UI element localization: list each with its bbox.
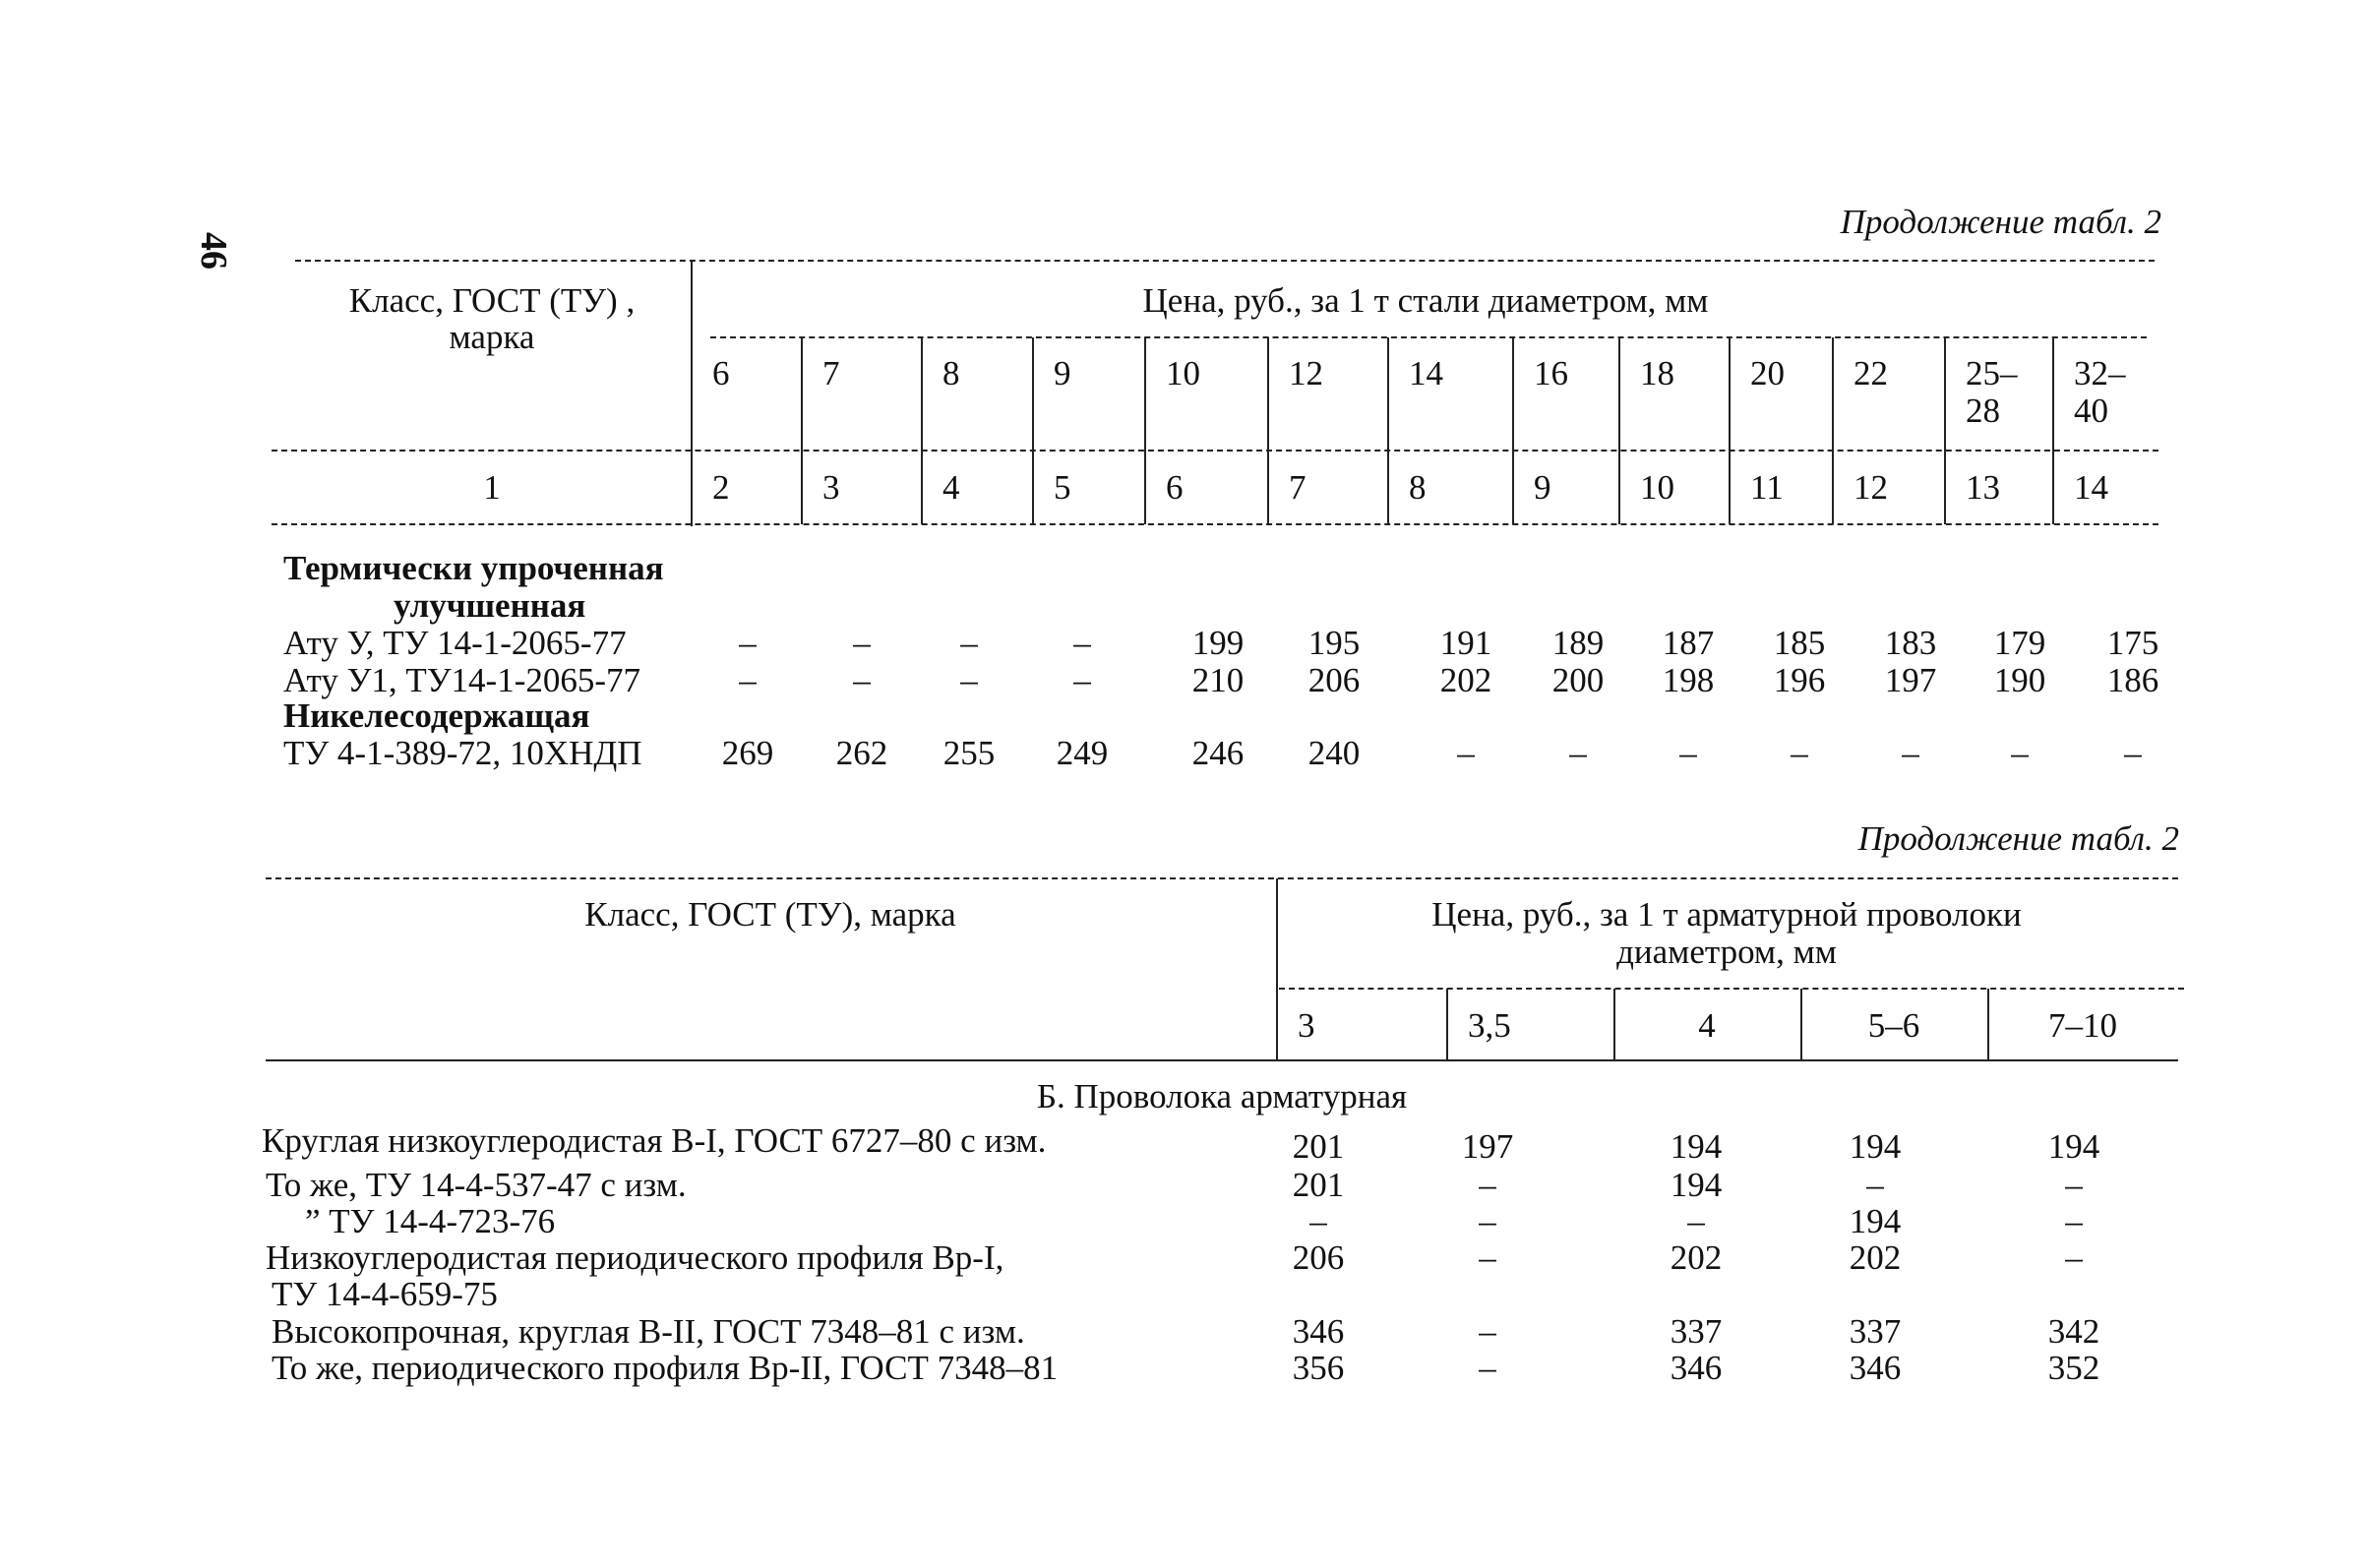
table2-cell: 202 bbox=[1670, 1238, 1723, 1277]
table1-cell: 196 bbox=[1773, 661, 1826, 699]
table2-continuation-label: Продолжение табл. 2 bbox=[1857, 819, 2179, 858]
page-number: 46 bbox=[193, 232, 234, 270]
table1-bottom-rule bbox=[272, 523, 2158, 525]
table1-group1-line2: улучшенная bbox=[394, 586, 586, 625]
table1-column-divider bbox=[801, 337, 803, 524]
table1-header-price: Цена, руб., за 1 т стали диаметром, мм bbox=[1142, 281, 1709, 320]
table1-cell: 197 bbox=[1884, 661, 1937, 699]
table2-cell: 356 bbox=[1292, 1349, 1345, 1387]
table2-column-divider bbox=[1987, 989, 1989, 1061]
table1-diameter: 8 bbox=[942, 354, 960, 392]
table1-cell: 183 bbox=[1884, 624, 1937, 662]
table1-colnum: 11 bbox=[1750, 468, 1784, 507]
table2-cell: – bbox=[1479, 1202, 1496, 1240]
table1-diameter: 9 bbox=[1054, 354, 1071, 392]
table2-cell: – bbox=[1309, 1202, 1327, 1240]
table2-cell: 346 bbox=[1670, 1349, 1723, 1387]
table2-column-divider bbox=[1446, 989, 1448, 1061]
table2-diameter: 7–10 bbox=[2048, 1006, 2117, 1045]
table2-cell: – bbox=[2065, 1202, 2083, 1240]
table1-cell: 179 bbox=[1993, 624, 2046, 662]
table1-diameter: 18 bbox=[1640, 354, 1674, 392]
table2-cell: – bbox=[2065, 1166, 2083, 1204]
table1-column-divider bbox=[1618, 337, 1620, 524]
table1-subheader-rule bbox=[710, 336, 2147, 338]
table1-cell: 187 bbox=[1662, 624, 1715, 662]
table1-row-label: ТУ 4-1-389-72, 10ХНДП bbox=[283, 734, 642, 772]
table1-colnum: 3 bbox=[822, 468, 840, 507]
table1-colnum: 5 bbox=[1054, 468, 1071, 507]
table2-cell: – bbox=[1479, 1349, 1496, 1387]
table1-cell: 198 bbox=[1662, 661, 1715, 699]
table1-column-divider bbox=[921, 337, 923, 524]
table1-cell: 262 bbox=[835, 734, 888, 772]
table1-diameter: 20 bbox=[1750, 354, 1785, 392]
table1-colnum: 1 bbox=[483, 468, 501, 507]
table1-column-divider bbox=[1144, 337, 1146, 524]
table1-diameter: 22 bbox=[1853, 354, 1888, 392]
table1-continuation-label: Продолжение табл. 2 bbox=[1840, 203, 2161, 241]
table1-colnum: 9 bbox=[1534, 468, 1551, 507]
table2-cell: – bbox=[1687, 1202, 1705, 1240]
table1-cell: – bbox=[853, 661, 871, 699]
table2-row-label: То же, ТУ 14-4-537-47 с изм. bbox=[266, 1166, 687, 1204]
table2-top-rule bbox=[266, 877, 2178, 879]
table1-cell: – bbox=[739, 624, 757, 662]
table1-colnum: 14 bbox=[2074, 468, 2108, 507]
table1-cell: – bbox=[1073, 624, 1091, 662]
table2-cell: 194 bbox=[1849, 1202, 1902, 1240]
table1-colnum: 8 bbox=[1409, 468, 1427, 507]
table2-cell: – bbox=[1479, 1166, 1496, 1204]
table1-colnum: 2 bbox=[712, 468, 730, 507]
table2-cell: 342 bbox=[2047, 1312, 2100, 1351]
table1-column-divider bbox=[1387, 337, 1389, 524]
table1-diameter: 7 bbox=[822, 354, 840, 392]
table1-cell: 199 bbox=[1191, 624, 1245, 662]
table1-top-rule bbox=[295, 260, 2155, 262]
table1-cell: – bbox=[2124, 734, 2142, 772]
table1-cell: 202 bbox=[1439, 661, 1492, 699]
table1-cell: 210 bbox=[1191, 661, 1245, 699]
table2-diameter: 3 bbox=[1298, 1006, 1315, 1045]
table2-cell: 202 bbox=[1849, 1238, 1902, 1277]
table2-row-label: Круглая низкоуглеродистая В-I, ГОСТ 6727–80 с изм. bbox=[262, 1121, 1047, 1160]
table2-diameter: 5–6 bbox=[1867, 1006, 1920, 1045]
table1-cell: 200 bbox=[1551, 661, 1605, 699]
table1-cell: – bbox=[1073, 661, 1091, 699]
table1-column-divider bbox=[2052, 337, 2054, 524]
table2-bottom-rule bbox=[266, 1059, 2178, 1061]
table1-colnum: 10 bbox=[1640, 468, 1674, 507]
table2-header-price-line2: диаметром, мм bbox=[1616, 933, 1837, 971]
table2-cell: 194 bbox=[1670, 1127, 1723, 1166]
table1-cell: 269 bbox=[721, 734, 774, 772]
table2-cell: 201 bbox=[1292, 1166, 1345, 1204]
table1-row-label: Ату У, ТУ 14-1-2065-77 bbox=[283, 624, 627, 662]
table2-cell: 352 bbox=[2047, 1349, 2100, 1387]
table1-cell: 190 bbox=[1993, 661, 2046, 699]
table1-cell: – bbox=[1902, 734, 1919, 772]
table2-row-label: ТУ 14-4-659-75 bbox=[272, 1275, 498, 1313]
table1-header-class: Класс, ГОСТ (ТУ) , bbox=[348, 281, 636, 320]
table1-cell: – bbox=[1791, 734, 1808, 772]
table1-cell: 195 bbox=[1307, 624, 1361, 662]
table1-colnum: 13 bbox=[1966, 468, 2000, 507]
table1-diameter: 6 bbox=[712, 354, 730, 392]
table1-cell: 240 bbox=[1307, 734, 1361, 772]
table1-diameter: 10 bbox=[1166, 354, 1200, 392]
table1-cell: 249 bbox=[1056, 734, 1109, 772]
table2-cell: 194 bbox=[1670, 1166, 1723, 1204]
table1-cell: – bbox=[1457, 734, 1475, 772]
table1-cell: 185 bbox=[1773, 624, 1826, 662]
table1-column-divider bbox=[1832, 337, 1834, 524]
table1-diameter: 14 bbox=[1409, 354, 1443, 392]
table2-cell: 194 bbox=[2047, 1127, 2100, 1166]
table2-cell: 337 bbox=[1849, 1312, 1902, 1351]
table1-cell: 189 bbox=[1551, 624, 1605, 662]
table2-subheader-rule bbox=[1279, 988, 2184, 990]
table1-diameter: 12 bbox=[1289, 354, 1323, 392]
table2-cell: – bbox=[1479, 1312, 1496, 1351]
table1-cell: – bbox=[1569, 734, 1587, 772]
table1-diameter-cont: 40 bbox=[2074, 392, 2108, 430]
table1-header-class-line2: марка bbox=[449, 318, 535, 356]
table1-row-label: Ату У1, ТУ14-1-2065-77 bbox=[283, 661, 641, 699]
table1-cell: 186 bbox=[2106, 661, 2159, 699]
table1-column-divider bbox=[1032, 337, 1034, 524]
table2-cell: 194 bbox=[1849, 1127, 1902, 1166]
table1-cell: – bbox=[960, 661, 978, 699]
table1-cell: – bbox=[739, 661, 757, 699]
table1-colnum: 4 bbox=[942, 468, 960, 507]
table1-diameter: 32– bbox=[2074, 354, 2126, 392]
table2-cell: 346 bbox=[1292, 1312, 1345, 1351]
table2-cell: 201 bbox=[1292, 1127, 1345, 1166]
table2-row-label: Высокопрочная, круглая В-II, ГОСТ 7348–81 с изм. bbox=[272, 1312, 1025, 1351]
table2-diameter: 4 bbox=[1698, 1006, 1716, 1045]
table1-cell: – bbox=[2011, 734, 2029, 772]
table1-column-divider bbox=[1944, 337, 1946, 524]
table1-diameter-cont: 28 bbox=[1966, 392, 2000, 430]
table2-row-label: То же, периодического профиля Вр-II, ГОСТ 7348–81 bbox=[272, 1349, 1059, 1387]
table2-cell: 346 bbox=[1849, 1349, 1902, 1387]
table2-column-divider bbox=[1613, 989, 1615, 1061]
table1-cell: – bbox=[1679, 734, 1697, 772]
table1-colnum: 12 bbox=[1853, 468, 1888, 507]
table2-cell: 337 bbox=[1670, 1312, 1723, 1351]
table1-colnum-rule bbox=[272, 450, 2158, 452]
table1-cell: 255 bbox=[942, 734, 996, 772]
table1-diameter: 25– bbox=[1966, 354, 2018, 392]
table1-cell: 206 bbox=[1307, 661, 1361, 699]
table1-cell: 191 bbox=[1439, 624, 1492, 662]
table2-diameter: 3,5 bbox=[1468, 1006, 1511, 1045]
table1-column-divider bbox=[1729, 337, 1731, 524]
table1-group2: Никелесодержащая bbox=[283, 696, 590, 735]
table2-section-title: Б. Проволока арматурная bbox=[1036, 1077, 1408, 1116]
table2-cell: 197 bbox=[1461, 1127, 1514, 1166]
table2-cell: – bbox=[2065, 1238, 2083, 1277]
table2-header-price: Цена, руб., за 1 т арматурной проволоки bbox=[1431, 895, 2022, 934]
table2-cell: – bbox=[1866, 1166, 1884, 1204]
table1-cell: – bbox=[960, 624, 978, 662]
table1-group1: Термически упроченная bbox=[283, 549, 664, 587]
table1-column-divider bbox=[1512, 337, 1514, 524]
table1-cell: – bbox=[853, 624, 871, 662]
table1-colnum: 6 bbox=[1166, 468, 1184, 507]
table2-column-divider bbox=[1800, 989, 1802, 1061]
table1-colnum: 7 bbox=[1289, 468, 1307, 507]
table2-header-class: Класс, ГОСТ (ТУ), марка bbox=[584, 895, 956, 934]
table2-cell: 206 bbox=[1292, 1238, 1345, 1277]
table2-row-label: ” ТУ 14-4-723-76 bbox=[305, 1202, 556, 1240]
table2-row-label: Низкоуглеродистая периодического профиля Вр-I, bbox=[266, 1238, 1004, 1277]
table2-cell: – bbox=[1479, 1238, 1496, 1277]
table2-header-divider bbox=[1276, 878, 1278, 1061]
table1-cell: 246 bbox=[1191, 734, 1245, 772]
table1-cell: 175 bbox=[2106, 624, 2159, 662]
table1-diameter: 16 bbox=[1534, 354, 1568, 392]
table1-column-divider bbox=[1267, 337, 1269, 524]
